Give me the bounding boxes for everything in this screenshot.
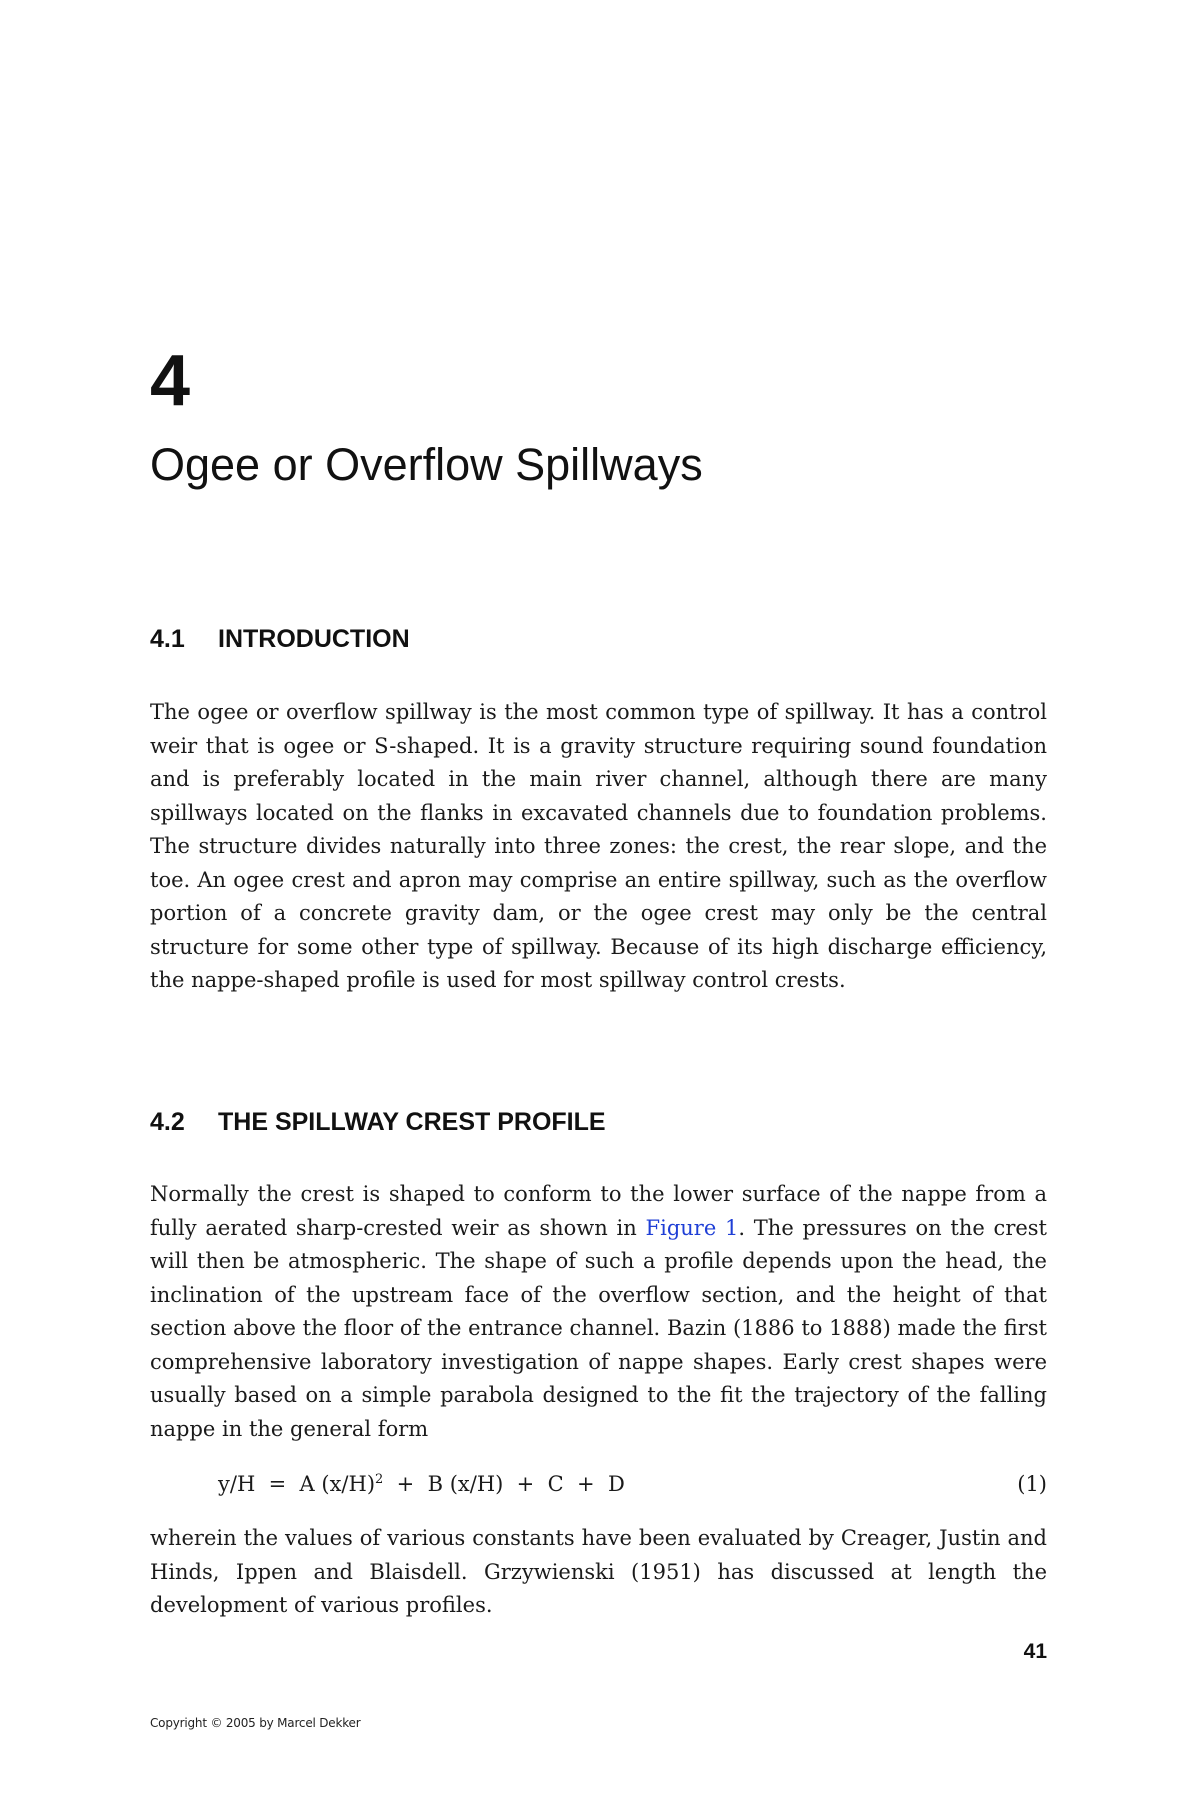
section-heading-introduction <box>150 624 410 654</box>
section-heading-crest-profile <box>150 1107 606 1137</box>
paragraph-text: Normally the crest is shaped to conform to the lower surface of the nappe from a fully aerated sharp-crested weir as shown in <box>150 1182 1047 1240</box>
post-equation-paragraph: wherein the values of various constants have been evaluated by Creager, Justin and Hinds, Ippen and Blaisdell. Grzywienski (1951) has discussed at length the development of various profiles. <box>150 1526 1047 1617</box>
chapter-title: Ogee or Overflow Spillways <box>150 439 703 490</box>
crest-profile-paragraph <box>150 1178 1047 1446</box>
equation-part: y/H = A (x/H) <box>218 1472 376 1496</box>
equation-number: (1) <box>1017 1472 1047 1496</box>
equation-part: + B (x/H) + C + D <box>383 1472 625 1496</box>
section-title: INTRODUCTION <box>218 625 410 653</box>
page-number: 41 <box>1023 1640 1047 1663</box>
equation-1 <box>218 1467 1047 1501</box>
section-number: 4.2 <box>150 1108 185 1136</box>
section-title: THE SPILLWAY CREST PROFILE <box>218 1108 606 1136</box>
chapter-number: 4 <box>150 341 191 421</box>
figure-1-link[interactable]: Figure 1 <box>645 1215 739 1240</box>
introduction-paragraph: The ogee or overflow spillway is the most common type of spillway. It has a control weir that is ogee or S-shaped. It is a gravity structure requiring sound foundation and is preferably located in the main river channel, although there are many spillways located on the flanks in excavated channels due to foundation problems. The structure divides naturally into three zones: the crest, the rear slope, and the toe. An ogee crest and apron may comprise an entire spillway, such as the overflow portion of a concrete gravity dam, or the ogee crest may only be the central structure for some other type of spillway. Because of its high discharge efficiency, the nappe-shaped profile is used for most spillway control crests. <box>150 700 1047 992</box>
equation-body <box>218 1467 625 1501</box>
copyright-notice: Copyright © 2005 by Marcel Dekker <box>150 1716 361 1730</box>
paragraph-text: . The pressures on the crest will then be atmospheric. The shape of such a profile depends upon the head, the inclination of the upstream face of the overflow section, and the height of that section above the floor of the entrance channel. Bazin (1886 to 1888) made the first comprehensive laboratory investigation of nappe shapes. Early crest shapes were usually based on a simple parabola designed to the fit the trajectory of the falling nappe in the general form <box>150 1215 1047 1441</box>
section-number: 4.1 <box>150 625 185 653</box>
equation-exponent: 2 <box>375 1472 384 1487</box>
